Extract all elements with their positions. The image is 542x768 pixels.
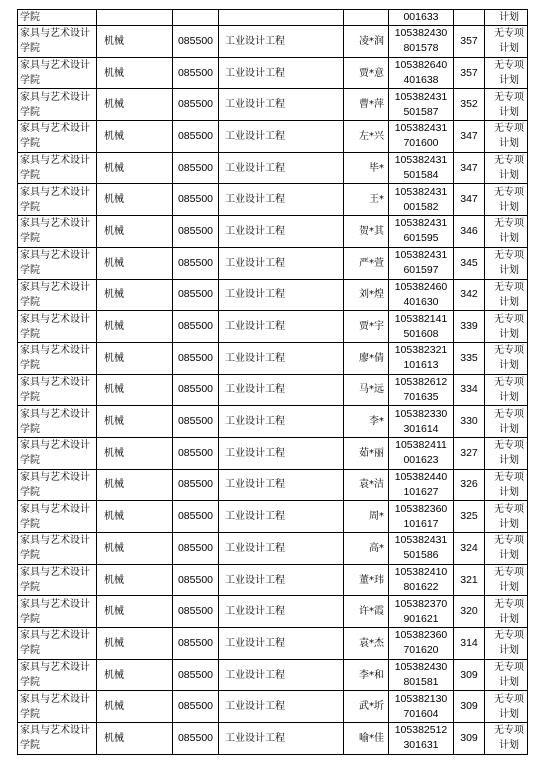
- exam-id-line1: 105382431: [394, 154, 448, 167]
- category-cell: 机械: [97, 691, 173, 723]
- score-cell: 326: [454, 469, 485, 501]
- exam-id-line1: 105382431: [394, 122, 448, 135]
- exam-id-line2: 501586: [403, 549, 439, 562]
- category-cell: 机械: [97, 89, 173, 121]
- table-row: [18, 501, 528, 533]
- college-cell: 家具与艺术设计学院: [18, 57, 97, 89]
- exam-id-cell: [389, 533, 454, 565]
- major-cell: 工业设计工程: [219, 533, 344, 565]
- category-cell: 机械: [97, 279, 173, 311]
- table-row: [18, 564, 528, 596]
- plan-cell: 无专项计划: [485, 501, 528, 533]
- plan-cell: 无专项计划: [485, 152, 528, 184]
- exam-id-line1: 105382430: [394, 661, 448, 674]
- table-body: [18, 10, 528, 755]
- major-cell: 工业设计工程: [219, 659, 344, 691]
- code-cell: 085500: [173, 279, 219, 311]
- exam-id-line2: 601595: [403, 232, 439, 245]
- table-row: [18, 26, 528, 58]
- category-cell: 机械: [97, 628, 173, 660]
- table-row: [18, 152, 528, 184]
- name-cell: [344, 10, 389, 26]
- score-cell: 347: [454, 121, 485, 153]
- plan-cell: 无专项计划: [485, 26, 528, 58]
- major-cell: [219, 10, 344, 26]
- exam-id-cell: [389, 26, 454, 58]
- exam-id-cell: [389, 596, 454, 628]
- code-cell: 085500: [173, 152, 219, 184]
- exam-id-cell: [389, 501, 454, 533]
- exam-id-cell: [389, 279, 454, 311]
- plan-cell: 无专项计划: [485, 723, 528, 755]
- college-cell: 家具与艺术设计学院: [18, 437, 97, 469]
- name-cell: 袁*洁: [344, 469, 389, 501]
- score-cell: 320: [454, 596, 485, 628]
- plan-cell: 无专项计划: [485, 533, 528, 565]
- code-cell: 085500: [173, 247, 219, 279]
- college-cell: 学院: [18, 10, 97, 26]
- major-cell: 工业设计工程: [219, 374, 344, 406]
- score-cell: 334: [454, 374, 485, 406]
- score-cell: 339: [454, 311, 485, 343]
- name-cell: 严*萱: [344, 247, 389, 279]
- name-cell: 马*远: [344, 374, 389, 406]
- plan-cell: 无专项计划: [485, 247, 528, 279]
- major-cell: 工业设计工程: [219, 184, 344, 216]
- plan-cell: 无专项计划: [485, 691, 528, 723]
- name-cell: 许*霞: [344, 596, 389, 628]
- exam-id-line2: 801622: [403, 581, 439, 594]
- name-cell: 袁*杰: [344, 628, 389, 660]
- exam-id-line1: 105382411: [395, 439, 447, 452]
- college-cell: 家具与艺术设计学院: [18, 247, 97, 279]
- code-cell: 085500: [173, 564, 219, 596]
- exam-id-line2: 301614: [403, 422, 439, 435]
- code-cell: 085500: [173, 596, 219, 628]
- exam-id-line1: 105382431: [394, 90, 448, 103]
- plan-cell: 无专项计划: [485, 628, 528, 660]
- exam-id-cell: [389, 406, 454, 438]
- code-cell: 085500: [173, 121, 219, 153]
- code-cell: 085500: [173, 437, 219, 469]
- name-cell: 曹*萍: [344, 89, 389, 121]
- name-cell: 贾*宇: [344, 311, 389, 343]
- code-cell: 085500: [173, 57, 219, 89]
- major-cell: 工业设计工程: [219, 311, 344, 343]
- name-cell: 廖*倩: [344, 342, 389, 374]
- major-cell: 工业设计工程: [219, 564, 344, 596]
- table-row: [18, 659, 528, 691]
- admission-list-table: [17, 9, 528, 755]
- table-row: [18, 723, 528, 755]
- name-cell: 李*: [344, 406, 389, 438]
- name-cell: 李*和: [344, 659, 389, 691]
- major-cell: 工业设计工程: [219, 596, 344, 628]
- score-cell: 357: [454, 57, 485, 89]
- exam-id-cell: [389, 659, 454, 691]
- category-cell: 机械: [97, 406, 173, 438]
- category-cell: 机械: [97, 501, 173, 533]
- code-cell: 085500: [173, 311, 219, 343]
- score-cell: 327: [454, 437, 485, 469]
- major-cell: 工业设计工程: [219, 152, 344, 184]
- score-cell: 309: [454, 691, 485, 723]
- category-cell: 机械: [97, 26, 173, 58]
- plan-cell: 计划: [485, 10, 528, 26]
- major-cell: 工业设计工程: [219, 216, 344, 248]
- exam-id-line1: 105382430: [394, 27, 448, 40]
- college-cell: 家具与艺术设计学院: [18, 628, 97, 660]
- exam-id-cell: [389, 89, 454, 121]
- table-row: [18, 469, 528, 501]
- code-cell: 085500: [173, 26, 219, 58]
- exam-id-line1: 105382612: [394, 375, 448, 388]
- major-cell: 工业设计工程: [219, 406, 344, 438]
- category-cell: 机械: [97, 342, 173, 374]
- exam-id-cell: [389, 628, 454, 660]
- code-cell: 085500: [173, 691, 219, 723]
- table-row: [18, 437, 528, 469]
- college-cell: 家具与艺术设计学院: [18, 311, 97, 343]
- score-cell: 321: [454, 564, 485, 596]
- exam-id-cell: [389, 57, 454, 89]
- college-cell: 家具与艺术设计学院: [18, 596, 97, 628]
- code-cell: 085500: [173, 469, 219, 501]
- category-cell: 机械: [97, 437, 173, 469]
- exam-id-line1: 105382410: [394, 566, 448, 579]
- exam-id-line2: 701635: [403, 390, 439, 403]
- code-cell: 085500: [173, 501, 219, 533]
- score-cell: 314: [454, 628, 485, 660]
- college-cell: 家具与艺术设计学院: [18, 659, 97, 691]
- college-cell: 家具与艺术设计学院: [18, 216, 97, 248]
- score-cell: 324: [454, 533, 485, 565]
- plan-cell: 无专项计划: [485, 564, 528, 596]
- major-cell: 工业设计工程: [219, 723, 344, 755]
- exam-id-line2: 101617: [403, 517, 439, 530]
- category-cell: 机械: [97, 152, 173, 184]
- name-cell: 贺*其: [344, 216, 389, 248]
- table-row: [18, 57, 528, 89]
- exam-id-line1: 105382431: [394, 185, 448, 198]
- category-cell: 机械: [97, 596, 173, 628]
- major-cell: 工业设计工程: [219, 501, 344, 533]
- exam-id-line2: 301631: [403, 739, 439, 752]
- exam-id-line1: 105382141: [394, 312, 448, 325]
- exam-id-line2: 801581: [403, 676, 439, 689]
- major-cell: 工业设计工程: [219, 121, 344, 153]
- plan-cell: 无专项计划: [485, 89, 528, 121]
- plan-cell: 无专项计划: [485, 342, 528, 374]
- exam-id-cell: [389, 342, 454, 374]
- score-cell: 330: [454, 406, 485, 438]
- exam-id-line2: 701620: [403, 644, 439, 657]
- exam-id-line1: 105382321: [394, 344, 448, 357]
- college-cell: 家具与艺术设计学院: [18, 26, 97, 58]
- exam-id-line2: 501608: [403, 327, 439, 340]
- exam-id-line1: 105382330: [394, 407, 448, 420]
- table-row: [18, 247, 528, 279]
- score-cell: 347: [454, 184, 485, 216]
- category-cell: [97, 10, 173, 26]
- category-cell: 机械: [97, 216, 173, 248]
- exam-id-line1: 105382130: [394, 692, 448, 705]
- exam-id-line1: 105382640: [394, 59, 448, 72]
- plan-cell: 无专项计划: [485, 406, 528, 438]
- exam-id-line1: 105382512: [394, 724, 448, 737]
- exam-id-cell: [389, 374, 454, 406]
- score-cell: [454, 10, 485, 26]
- exam-id-cell: [389, 216, 454, 248]
- exam-id-line2: 801578: [403, 42, 439, 55]
- category-cell: 机械: [97, 311, 173, 343]
- college-cell: 家具与艺术设计学院: [18, 564, 97, 596]
- college-cell: 家具与艺术设计学院: [18, 374, 97, 406]
- exam-id-line2: 001582: [403, 200, 439, 213]
- exam-id-line2: 701600: [403, 137, 439, 150]
- college-cell: 家具与艺术设计学院: [18, 406, 97, 438]
- table-row: [18, 121, 528, 153]
- exam-id-cell: [389, 723, 454, 755]
- code-cell: 085500: [173, 659, 219, 691]
- table-row: [18, 10, 528, 26]
- major-cell: 工业设计工程: [219, 26, 344, 58]
- plan-cell: 无专项计划: [485, 57, 528, 89]
- table-row: [18, 691, 528, 723]
- major-cell: 工业设计工程: [219, 437, 344, 469]
- exam-id-line1: 105382360: [394, 502, 448, 515]
- code-cell: 085500: [173, 216, 219, 248]
- name-cell: 喻*佳: [344, 723, 389, 755]
- exam-id-line1: 105382460: [394, 280, 448, 293]
- table-row: [18, 628, 528, 660]
- code-cell: 085500: [173, 342, 219, 374]
- college-cell: 家具与艺术设计学院: [18, 691, 97, 723]
- score-cell: 345: [454, 247, 485, 279]
- plan-cell: 无专项计划: [485, 279, 528, 311]
- exam-id-line2: 101627: [403, 485, 439, 498]
- code-cell: 085500: [173, 406, 219, 438]
- table-row: [18, 342, 528, 374]
- code-cell: [173, 10, 219, 26]
- table-row: [18, 279, 528, 311]
- exam-id-line1: 105382440: [394, 470, 448, 483]
- college-cell: 家具与艺术设计学院: [18, 184, 97, 216]
- college-cell: 家具与艺术设计学院: [18, 533, 97, 565]
- category-cell: 机械: [97, 374, 173, 406]
- exam-id-cell: 001633: [389, 10, 454, 26]
- exam-id-cell: [389, 564, 454, 596]
- category-cell: 机械: [97, 564, 173, 596]
- category-cell: 机械: [97, 533, 173, 565]
- category-cell: 机械: [97, 184, 173, 216]
- exam-id-cell: [389, 311, 454, 343]
- exam-id-cell: [389, 437, 454, 469]
- table-row: [18, 89, 528, 121]
- name-cell: 王*: [344, 184, 389, 216]
- college-cell: 家具与艺术设计学院: [18, 342, 97, 374]
- exam-id-cell: [389, 121, 454, 153]
- table-row: [18, 596, 528, 628]
- category-cell: 机械: [97, 121, 173, 153]
- exam-id-line2: 401638: [403, 74, 439, 87]
- score-cell: 325: [454, 501, 485, 533]
- plan-cell: 无专项计划: [485, 659, 528, 691]
- exam-id-line1: 105382370: [394, 597, 448, 610]
- code-cell: 085500: [173, 628, 219, 660]
- plan-cell: 无专项计划: [485, 184, 528, 216]
- table-row: [18, 374, 528, 406]
- major-cell: 工业设计工程: [219, 57, 344, 89]
- exam-id-line1: 105382431: [394, 249, 448, 262]
- name-cell: 刘*煌: [344, 279, 389, 311]
- exam-id-cell: [389, 152, 454, 184]
- plan-cell: 无专项计划: [485, 216, 528, 248]
- name-cell: 毕*: [344, 152, 389, 184]
- code-cell: 085500: [173, 374, 219, 406]
- exam-id-cell: [389, 691, 454, 723]
- exam-id-line1: 105382431: [394, 217, 448, 230]
- major-cell: 工业设计工程: [219, 89, 344, 121]
- exam-id-line1: 105382431: [394, 534, 448, 547]
- exam-id-line1: 105382360: [394, 629, 448, 642]
- major-cell: 工业设计工程: [219, 628, 344, 660]
- table-row: [18, 311, 528, 343]
- exam-id-line2: 701604: [403, 707, 439, 720]
- name-cell: 左*兴: [344, 121, 389, 153]
- name-cell: 武*圻: [344, 691, 389, 723]
- code-cell: 085500: [173, 533, 219, 565]
- code-cell: 085500: [173, 184, 219, 216]
- name-cell: 贾*意: [344, 57, 389, 89]
- exam-id-cell: [389, 469, 454, 501]
- name-cell: 茹*丽: [344, 437, 389, 469]
- score-cell: 342: [454, 279, 485, 311]
- college-cell: 家具与艺术设计学院: [18, 152, 97, 184]
- major-cell: 工业设计工程: [219, 342, 344, 374]
- plan-cell: 无专项计划: [485, 469, 528, 501]
- major-cell: 工业设计工程: [219, 279, 344, 311]
- college-cell: 家具与艺术设计学院: [18, 121, 97, 153]
- exam-id-line2: 401630: [403, 295, 439, 308]
- table-row: [18, 533, 528, 565]
- exam-id-line2: 001623: [403, 454, 439, 467]
- score-cell: 347: [454, 152, 485, 184]
- score-cell: 357: [454, 26, 485, 58]
- name-cell: 高*: [344, 533, 389, 565]
- exam-id-line2: 901621: [403, 612, 439, 625]
- exam-id-cell: [389, 184, 454, 216]
- table-row: [18, 216, 528, 248]
- plan-cell: 无专项计划: [485, 311, 528, 343]
- exam-id-line2: 501587: [403, 105, 439, 118]
- plan-cell: 无专项计划: [485, 437, 528, 469]
- score-cell: 335: [454, 342, 485, 374]
- exam-id-line2: 501584: [403, 169, 439, 182]
- plan-cell: 无专项计划: [485, 374, 528, 406]
- score-cell: 352: [454, 89, 485, 121]
- major-cell: 工业设计工程: [219, 469, 344, 501]
- college-cell: 家具与艺术设计学院: [18, 501, 97, 533]
- name-cell: 董*玮: [344, 564, 389, 596]
- table-row: [18, 406, 528, 438]
- category-cell: 机械: [97, 659, 173, 691]
- plan-cell: 无专项计划: [485, 596, 528, 628]
- college-cell: 家具与艺术设计学院: [18, 469, 97, 501]
- exam-id-cell: [389, 247, 454, 279]
- code-cell: 085500: [173, 89, 219, 121]
- category-cell: 机械: [97, 469, 173, 501]
- college-cell: 家具与艺术设计学院: [18, 279, 97, 311]
- exam-id-line2: 601597: [403, 264, 439, 277]
- category-cell: 机械: [97, 57, 173, 89]
- code-cell: 085500: [173, 723, 219, 755]
- major-cell: 工业设计工程: [219, 691, 344, 723]
- college-cell: 家具与艺术设计学院: [18, 89, 97, 121]
- exam-id-line2: 101613: [403, 359, 439, 372]
- score-cell: 309: [454, 723, 485, 755]
- plan-cell: 无专项计划: [485, 121, 528, 153]
- name-cell: 周*: [344, 501, 389, 533]
- score-cell: 309: [454, 659, 485, 691]
- college-cell: 家具与艺术设计学院: [18, 723, 97, 755]
- major-cell: 工业设计工程: [219, 247, 344, 279]
- category-cell: 机械: [97, 723, 173, 755]
- table-row: [18, 184, 528, 216]
- score-cell: 346: [454, 216, 485, 248]
- category-cell: 机械: [97, 247, 173, 279]
- name-cell: 凌*润: [344, 26, 389, 58]
